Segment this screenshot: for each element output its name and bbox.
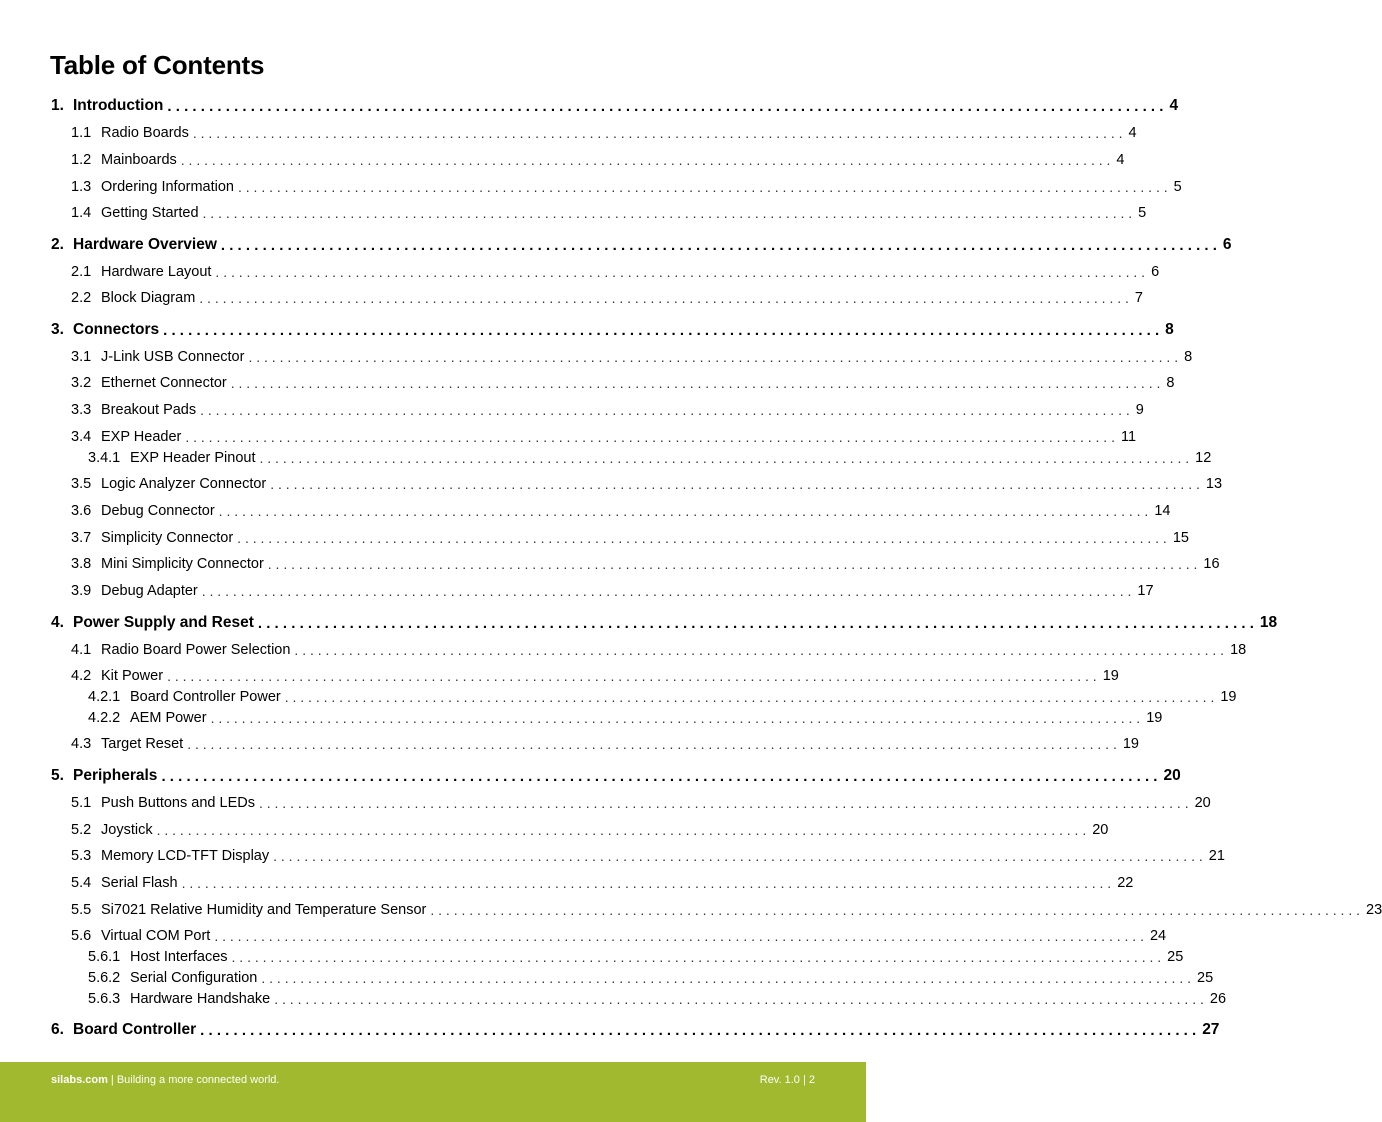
toc-subsection[interactable] [0,899,1382,921]
toc-entry-label[interactable]: Getting Started [101,205,199,221]
toc-entry-label[interactable]: Logic Analyzer Connector [101,476,267,492]
toc-subsubsection[interactable] [0,967,1214,989]
toc-entry-label[interactable]: Simplicity Connector [101,530,234,546]
dot-leader: . . . . . . . . . . . . . . . . . . . . . . . . . . . . . . . . . . . . . . . . . . . . . . . . . . . . . . . . . . . . . . . . . . . . . . . . . . . . . . . . . . . . . . . . . . . . . . . . . . . . . . . . . . . . . . . . . . . . . . . . [187,736,1117,752]
toc-section[interactable] [0,1019,1220,1041]
toc-subsection[interactable] [0,872,1134,894]
toc-entry-label[interactable]: Peripherals [73,767,158,784]
footer-left [51,1074,279,1086]
toc-entry-page[interactable]: 25 [1167,949,1184,965]
toc-entry-page[interactable]: 7 [1134,290,1143,306]
toc-entry-number: 3.7 [71,530,92,546]
dot-leader: . . . . . . . . . . . . . . . . . . . . . . . . . . . . . . . . . . . . . . . . . . . . . . . . . . . . . . . . . . . . . . . . . . . . . . . . . . . . . . . . . . . . . . . . . . . . . . . . . . . . . . . . . . . . . . . . . . . . . . . . [267,556,1198,572]
toc-entry-page[interactable]: 18 [1259,614,1278,631]
toc-entry-number: 5.3 [71,848,92,864]
toc-entry-number: 1.1 [71,125,92,141]
toc-entry-number: 2. [51,236,64,253]
toc-entry-number: 4.2.1 [88,689,121,705]
dot-leader: . . . . . . . . . . . . . . . . . . . . . . . . . . . . . . . . . . . . . . . . . . . . . . . . . . . . . . . . . . . . . . . . . . . . . . . . . . . . . . . . . . . . . . . . . . . . . . . . . . . . . . . . . . . . . . . . . . . . . . . . [163,321,1160,339]
dot-leader: . . . . . . . . . . . . . . . . . . . . . . . . . . . . . . . . . . . . . . . . . . . . . . . . . . . . . . . . . . . . . . . . . . . . . . . . . . . . . . . . . . . . . . . . . . . . . . . . . . . . . . . . . . . . . . . . . . . . . . . . [270,476,1200,492]
toc-entry-page[interactable]: 20 [1092,822,1109,838]
toc-entry-number: 3.9 [71,583,92,599]
toc-entry-page[interactable]: 11 [1120,429,1137,445]
toc-entry-page[interactable]: 20 [1163,767,1181,784]
toc-entry-number: 3.1 [71,349,92,365]
toc-subsection[interactable] [0,733,1139,755]
toc-subsection[interactable] [0,580,1154,602]
toc-entry-number: 4. [51,614,64,631]
toc-subsection[interactable] [0,553,1220,575]
toc-entry-number: 3.5 [71,476,92,492]
toc-entry-number: 5.6.2 [88,970,121,986]
toc-entry-label[interactable]: Memory LCD-TFT Display [101,848,270,864]
toc-entry-number: 5. [51,767,64,784]
toc-entry-number: 3.4 [71,429,92,445]
toc-entry-page[interactable]: 8 [1166,375,1175,391]
toc-entry-page[interactable]: 27 [1202,1021,1220,1038]
dot-leader: . . . . . . . . . . . . . . . . . . . . . . . . . . . . . . . . . . . . . . . . . . . . . . . . . . . . . . . . . . . . . . . . . . . . . . . . . . . . . . . . . . . . . . . . . . . . . . . . . . . . . . . . . . . . . . . . . . . . . . . . [156,822,1087,838]
toc-entry-label[interactable]: Push Buttons and LEDs [101,795,255,811]
toc-entry-page[interactable]: 4 [1116,152,1125,168]
dot-leader: . . . . . . . . . . . . . . . . . . . . . . . . . . . . . . . . . . . . . . . . . . . . . . . . . . . . . . . . . . . . . . . . . . . . . . . . . . . . . . . . . . . . . . . . . . . . . . . . . . . . . . . . . . . . . . . . . . . . . . . . [181,875,1112,891]
toc-entry-label[interactable]: EXP Header [101,429,182,445]
toc-entry-page[interactable]: 13 [1205,476,1223,492]
toc-entry-number: 4.3 [71,736,92,752]
toc-subsection[interactable] [0,665,1119,687]
dot-leader: . . . . . . . . . . . . . . . . . . . . . . . . . . . . . . . . . . . . . . . . . . . . . . . . . . . . . . . . . . . . . . . . . . . . . . . . . . . . . . . . . . . . . . . . . . . . . . . . . . . . . . . . . . . . . . . . . . . . . . . . [167,97,1164,115]
toc-entry-number: 5.6 [71,928,92,944]
toc-subsubsection[interactable] [0,707,1163,729]
toc-entry-label[interactable]: Hardware Overview [73,236,217,253]
toc-entry-page[interactable]: 12 [1195,450,1212,466]
dot-leader: . . . . . . . . . . . . . . . . . . . . . . . . . . . . . . . . . . . . . . . . . . . . . . . . . . . . . . . . . . . . . . . . . . . . . . . . . . . . . . . . . . . . . . . . . . . . . . . . . . . . . . . . . . . . . . . . . . . . . . . . [259,450,1190,466]
toc-section[interactable] [0,234,1232,256]
toc-entry-number: 5.4 [71,875,92,891]
toc-entry-number: 1.4 [71,205,92,221]
toc-entry-page[interactable]: 8 [1165,321,1174,338]
toc-entry-label[interactable]: Kit Power [101,668,164,684]
dot-leader: . . . . . . . . . . . . . . . . . . . . . . . . . . . . . . . . . . . . . . . . . . . . . . . . . . . . . . . . . . . . . . . . . . . . . . . . . . . . . . . . . . . . . . . . . . . . . . . . . . . . . . . . . . . . . . . . . . . . . . . . [261,970,1191,986]
footer-revision: Rev. 1.0 | 2 [759,1074,815,1086]
toc-subsubsection[interactable] [0,946,1184,968]
dot-leader: . . . . . . . . . . . . . . . . . . . . . . . . . . . . . . . . . . . . . . . . . . . . . . . . . . . . . . . . . . . . . . . . . . . . . . . . . . . . . . . . . . . . . . . . . . . . . . . . . . . . . . . . . . . . . . . . . . . . . . . . [237,179,1168,195]
toc-entry-page[interactable]: 19 [1102,668,1119,684]
toc-entry-number: 1. [51,97,64,114]
dot-leader: . . . . . . . . . . . . . . . . . . . . . . . . . . . . . . . . . . . . . . . . . . . . . . . . . . . . . . . . . . . . . . . . . . . . . . . . . . . . . . . . . . . . . . . . . . . . . . . . . . . . . . . . . . . . . . . . . . . . . . . . [430,902,1360,918]
toc-subsection[interactable] [0,527,1189,549]
dot-leader: . . . . . . . . . . . . . . . . . . . . . . . . . . . . . . . . . . . . . . . . . . . . . . . . . . . . . . . . . . . . . . . . . . . . . . . . . . . . . . . . . . . . . . . . . . . . . . . . . . . . . . . . . . . . . . . . . . . . . . . . [192,125,1123,141]
toc-entry-label[interactable]: Connectors [73,321,160,338]
dot-leader: . . . . . . . . . . . . . . . . . . . . . . . . . . . . . . . . . . . . . . . . . . . . . . . . . . . . . . . . . . . . . . . . . . . . . . . . . . . . . . . . . . . . . . . . . . . . . . . . . . . . . . . . . . . . . . . . . . . . . . . . [237,530,1167,546]
toc-entry-page[interactable]: 25 [1197,970,1214,986]
toc-entry-number: 4.2 [71,668,92,684]
toc-entry-number: 2.2 [71,290,92,306]
toc-entry-page[interactable]: 19 [1122,736,1139,752]
toc-subsection[interactable] [0,819,1109,841]
toc-entry-number: 5.1 [71,795,92,811]
toc-entry-label[interactable]: Host Interfaces [130,949,228,965]
footer [0,1062,866,1122]
toc-entry-number: 3.4.1 [88,450,121,466]
toc-entry-label[interactable]: Board Controller Power [130,689,281,705]
toc-entry-label[interactable]: Target Reset [101,736,184,752]
dot-leader: . . . . . . . . . . . . . . . . . . . . . . . . . . . . . . . . . . . . . . . . . . . . . . . . . . . . . . . . . . . . . . . . . . . . . . . . . . . . . . . . . . . . . . . . . . . . . . . . . . . . . . . . . . . . . . . . . . . . . . . . [210,710,1141,726]
toc-entry-page[interactable]: 18 [1230,642,1247,658]
toc-subsubsection[interactable] [0,447,1212,469]
toc-subsection[interactable] [0,346,1193,368]
toc-entry-page[interactable]: 5 [1138,205,1147,221]
toc-subsection[interactable] [0,122,1137,144]
toc-subsection[interactable] [0,925,1167,947]
toc-section[interactable] [0,95,1179,117]
toc-entry-page[interactable]: 8 [1184,349,1193,365]
dot-leader: . . . . . . . . . . . . . . . . . . . . . . . . . . . . . . . . . . . . . . . . . . . . . . . . . . . . . . . . . . . . . . . . . . . . . . . . . . . . . . . . . . . . . . . . . . . . . . . . . . . . . . . . . . . . . . . . . . . . . . . . [200,1021,1197,1039]
toc-entry-label[interactable]: J-Link USB Connector [101,349,245,365]
toc-entry-number: 3.3 [71,402,92,418]
toc-entry-number: 3.6 [71,503,92,519]
page-title: Table of Contents [50,50,265,80]
toc-subsection[interactable] [0,426,1137,448]
toc-subsection[interactable] [0,261,1160,283]
toc-entry-label[interactable]: Virtual COM Port [101,928,211,944]
dot-leader: . . . . . . . . . . . . . . . . . . . . . . . . . . . . . . . . . . . . . . . . . . . . . . . . . . . . . . . . . . . . . . . . . . . . . . . . . . . . . . . . . . . . . . . . . . . . . . . . . . . . . . . . . . . . . . . . . . . . . . . . [214,928,1144,944]
toc-subsection[interactable] [0,399,1144,421]
toc-entry-number: 3.8 [71,556,92,572]
toc-subsection[interactable] [0,845,1225,867]
dot-leader: . . . . . . . . . . . . . . . . . . . . . . . . . . . . . . . . . . . . . . . . . . . . . . . . . . . . . . . . . . . . . . . . . . . . . . . . . . . . . . . . . . . . . . . . . . . . . . . . . . . . . . . . . . . . . . . . . . . . . . . . [231,949,1162,965]
toc-entry-number: 1.3 [71,179,92,195]
toc-entry-label[interactable]: Debug Adapter [101,583,198,599]
toc-entry-label[interactable]: Breakout Pads [101,402,197,418]
dot-leader: . . . . . . . . . . . . . . . . . . . . . . . . . . . . . . . . . . . . . . . . . . . . . . . . . . . . . . . . . . . . . . . . . . . . . . . . . . . . . . . . . . . . . . . . . . . . . . . . . . . . . . . . . . . . . . . . . . . . . . . . [161,767,1158,785]
toc-entry-number: 5.2 [71,822,92,838]
dot-leader: . . . . . . . . . . . . . . . . . . . . . . . . . . . . . . . . . . . . . . . . . . . . . . . . . . . . . . . . . . . . . . . . . . . . . . . . . . . . . . . . . . . . . . . . . . . . . . . . . . . . . . . . . . . . . . . . . . . . . . . . [258,795,1189,811]
toc-entry-label[interactable]: Si7021 Relative Humidity and Temperature Sensor [101,902,427,918]
dot-leader: . . . . . . . . . . . . . . . . . . . . . . . . . . . . . . . . . . . . . . . . . . . . . . . . . . . . . . . . . . . . . . . . . . . . . . . . . . . . . . . . . . . . . . . . . . . . . . . . . . . . . . . . . . . . . . . . . . . . . . . . [215,264,1146,280]
toc-entry-label[interactable]: Radio Board Power Selection [101,642,291,658]
toc-entry-label[interactable]: Board Controller [73,1021,197,1038]
toc-entry-label[interactable]: Radio Boards [101,125,189,141]
toc-subsection[interactable] [0,287,1143,309]
toc-section[interactable] [0,319,1174,341]
toc-entry-page[interactable]: 4 [1128,125,1137,141]
toc-subsubsection[interactable] [0,686,1237,708]
dot-leader: . . . . . . . . . . . . . . . . . . . . . . . . . . . . . . . . . . . . . . . . . . . . . . . . . . . . . . . . . . . . . . . . . . . . . . . . . . . . . . . . . . . . . . . . . . . . . . . . . . . . . . . . . . . . . . . . . . . . . . . . [180,152,1111,168]
toc-entry-label[interactable]: Joystick [101,822,153,838]
toc-entry-page[interactable]: 26 [1209,991,1227,1007]
toc-entry-page[interactable]: 14 [1154,503,1171,519]
toc-section[interactable] [0,612,1278,634]
toc-entry-page[interactable]: 15 [1172,530,1189,546]
dot-leader: . . . . . . . . . . . . . . . . . . . . . . . . . . . . . . . . . . . . . . . . . . . . . . . . . . . . . . . . . . . . . . . . . . . . . . . . . . . . . . . . . . . . . . . . . . . . . . . . . . . . . . . . . . . . . . . . . . . . . . . . [273,848,1203,864]
dot-leader: . . . . . . . . . . . . . . . . . . . . . . . . . . . . . . . . . . . . . . . . . . . . . . . . . . . . . . . . . . . . . . . . . . . . . . . . . . . . . . . . . . . . . . . . . . . . . . . . . . . . . . . . . . . . . . . . . . . . . . . . [274,991,1204,1007]
toc-entry-page[interactable]: 21 [1208,848,1225,864]
dot-leader: . . . . . . . . . . . . . . . . . . . . . . . . . . . . . . . . . . . . . . . . . . . . . . . . . . . . . . . . . . . . . . . . . . . . . . . . . . . . . . . . . . . . . . . . . . . . . . . . . . . . . . . . . . . . . . . . . . . . . . . . [201,583,1132,599]
toc-entry-page[interactable]: 19 [1220,689,1237,705]
toc-entry-page[interactable]: 6 [1222,236,1232,253]
toc-entry-page[interactable]: 19 [1146,710,1163,726]
toc-entry-label[interactable]: Hardware Handshake [130,991,271,1007]
toc-entry-label[interactable]: Ordering Information [101,179,234,195]
dot-leader: . . . . . . . . . . . . . . . . . . . . . . . . . . . . . . . . . . . . . . . . . . . . . . . . . . . . . . . . . . . . . . . . . . . . . . . . . . . . . . . . . . . . . . . . . . . . . . . . . . . . . . . . . . . . . . . . . . . . . . . . [220,236,1217,254]
toc-entry-page[interactable]: 6 [1151,264,1160,280]
toc-subsection[interactable] [0,473,1223,495]
toc-entry-page[interactable]: 16 [1203,556,1220,572]
dot-leader: . . . . . . . . . . . . . . . . . . . . . . . . . . . . . . . . . . . . . . . . . . . . . . . . . . . . . . . . . . . . . . . . . . . . . . . . . . . . . . . . . . . . . . . . . . . . . . . . . . . . . . . . . . . . . . . . . . . . . . . . [284,689,1215,705]
toc-entry-number: 5.6.3 [88,991,121,1007]
toc-entry-label[interactable]: Debug Connector [101,503,215,519]
toc-entry-number: 4.2.2 [88,710,121,726]
toc-entry-number: 6. [51,1021,64,1038]
toc-entry-number: 3. [51,321,64,338]
dot-leader: . . . . . . . . . . . . . . . . . . . . . . . . . . . . . . . . . . . . . . . . . . . . . . . . . . . . . . . . . . . . . . . . . . . . . . . . . . . . . . . . . . . . . . . . . . . . . . . . . . . . . . . . . . . . . . . . . . . . . . . . [257,614,1254,632]
toc-entry-label[interactable]: Ethernet Connector [101,375,227,391]
toc-entry-number: 5.6.1 [88,949,121,965]
dot-leader: . . . . . . . . . . . . . . . . . . . . . . . . . . . . . . . . . . . . . . . . . . . . . . . . . . . . . . . . . . . . . . . . . . . . . . . . . . . . . . . . . . . . . . . . . . . . . . . . . . . . . . . . . . . . . . . . . . . . . . . . [200,402,1130,418]
toc-entry-label[interactable]: AEM Power [130,710,207,726]
toc-subsection[interactable] [0,149,1125,171]
dot-leader: . . . . . . . . . . . . . . . . . . . . . . . . . . . . . . . . . . . . . . . . . . . . . . . . . . . . . . . . . . . . . . . . . . . . . . . . . . . . . . . . . . . . . . . . . . . . . . . . . . . . . . . . . . . . . . . . . . . . . . . . [294,642,1225,658]
toc-subsection[interactable] [0,202,1147,224]
dot-leader: . . . . . . . . . . . . . . . . . . . . . . . . . . . . . . . . . . . . . . . . . . . . . . . . . . . . . . . . . . . . . . . . . . . . . . . . . . . . . . . . . . . . . . . . . . . . . . . . . . . . . . . . . . . . . . . . . . . . . . . . [167,668,1097,684]
dot-leader: . . . . . . . . . . . . . . . . . . . . . . . . . . . . . . . . . . . . . . . . . . . . . . . . . . . . . . . . . . . . . . . . . . . . . . . . . . . . . . . . . . . . . . . . . . . . . . . . . . . . . . . . . . . . . . . . . . . . . . . . [199,290,1129,306]
toc-entry-number: 4.1 [71,642,92,658]
toc-entry-number: 2.1 [71,264,92,280]
footer-site-link[interactable]: silabs.com [51,1074,108,1086]
toc-entry-page[interactable]: 5 [1173,179,1182,195]
toc-entry-page[interactable]: 17 [1137,583,1154,599]
toc-subsection[interactable] [0,792,1211,814]
dot-leader: . . . . . . . . . . . . . . . . . . . . . . . . . . . . . . . . . . . . . . . . . . . . . . . . . . . . . . . . . . . . . . . . . . . . . . . . . . . . . . . . . . . . . . . . . . . . . . . . . . . . . . . . . . . . . . . . . . . . . . . . [230,375,1161,391]
toc-entry-page[interactable]: 4 [1169,97,1179,114]
toc-entry-page[interactable]: 24 [1149,928,1167,944]
toc-entry-label[interactable]: Introduction [73,97,164,114]
toc-entry-page[interactable]: 9 [1135,402,1144,418]
toc-entry-label[interactable]: Hardware Layout [101,264,212,280]
dot-leader: . . . . . . . . . . . . . . . . . . . . . . . . . . . . . . . . . . . . . . . . . . . . . . . . . . . . . . . . . . . . . . . . . . . . . . . . . . . . . . . . . . . . . . . . . . . . . . . . . . . . . . . . . . . . . . . . . . . . . . . . [185,429,1115,445]
toc-entry-number: 1.2 [71,152,92,168]
toc-subsubsection[interactable] [0,988,1227,1010]
toc-entry-label[interactable]: Serial Flash [101,875,178,891]
toc-subsection[interactable] [0,639,1247,661]
toc-section[interactable] [0,765,1181,787]
toc-entry-label[interactable]: Mini Simplicity Connector [101,556,264,572]
toc-subsection[interactable] [0,176,1182,198]
toc-entry-page[interactable]: 22 [1117,875,1134,891]
dot-leader: . . . . . . . . . . . . . . . . . . . . . . . . . . . . . . . . . . . . . . . . . . . . . . . . . . . . . . . . . . . . . . . . . . . . . . . . . . . . . . . . . . . . . . . . . . . . . . . . . . . . . . . . . . . . . . . . . . . . . . . . [202,205,1133,221]
toc-subsection[interactable] [0,500,1171,522]
footer-tagline: | Building a more connected world. [107,1074,280,1086]
dot-leader: . . . . . . . . . . . . . . . . . . . . . . . . . . . . . . . . . . . . . . . . . . . . . . . . . . . . . . . . . . . . . . . . . . . . . . . . . . . . . . . . . . . . . . . . . . . . . . . . . . . . . . . . . . . . . . . . . . . . . . . . [218,503,1149,519]
toc-entry-label[interactable]: Block Diagram [101,290,196,306]
toc-entry-label[interactable]: Mainboards [101,152,177,168]
dot-leader: . . . . . . . . . . . . . . . . . . . . . . . . . . . . . . . . . . . . . . . . . . . . . . . . . . . . . . . . . . . . . . . . . . . . . . . . . . . . . . . . . . . . . . . . . . . . . . . . . . . . . . . . . . . . . . . . . . . . . . . . [248,349,1179,365]
toc-entry-label[interactable]: EXP Header Pinout [130,450,256,466]
toc-entry-page[interactable]: 20 [1194,795,1211,811]
toc-entry-page[interactable]: 23 [1366,902,1382,918]
toc-subsection[interactable] [0,372,1175,394]
toc-entry-number: 5.5 [71,902,92,918]
toc-entry-label[interactable]: Serial Configuration [130,970,258,986]
toc-entry-number: 3.2 [71,375,92,391]
toc-entry-label[interactable]: Power Supply and Reset [73,614,254,631]
